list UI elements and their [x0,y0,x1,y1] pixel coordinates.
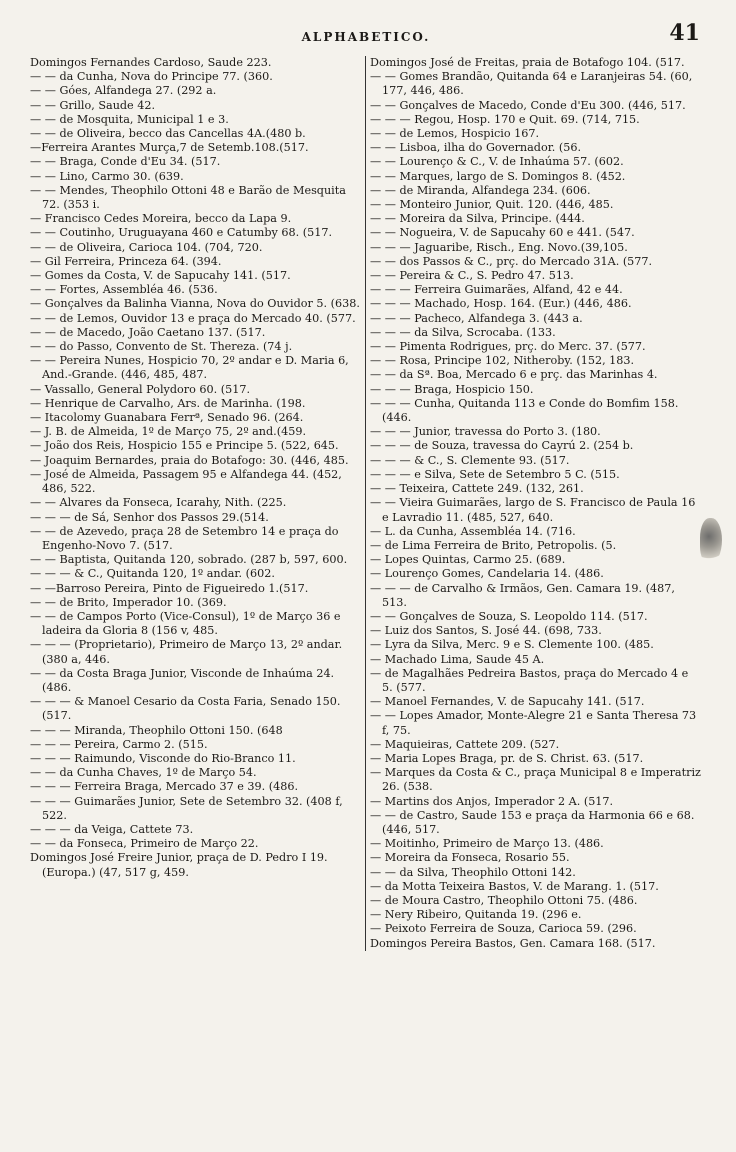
directory-entry: — João dos Reis, Hospicio 155 e Principe 5. (522, 645. [30,439,339,453]
directory-entry: — Itacolomy Guanabara Ferrª, Senado 96. (264. [30,411,304,425]
directory-entry: — Peixoto Ferreira de Souza, Carioca 59. (296. [370,922,637,936]
directory-entry: — — Braga, Conde d'Eu 34. (517. [30,155,221,169]
directory-entry: — — de Azevedo, praça 28 de Setembro 14 e praça do Engenho-Novo 7. (517. [30,524,339,552]
directory-entry: — — — de Sá, Senhor dos Passos 29.(514. [30,510,269,524]
directory-entry: — Vassallo, General Polydoro 60. (517. [30,382,251,396]
directory-entry: — — — Cunha, Quitanda 113 e Conde do Bomfim 158. (446. [370,396,679,425]
directory-entry: — Gil Ferreira, Princeza 64. (394. [30,254,222,268]
directory-entry: — — — de Carvalho & Irmãos, Gen. Camara 19. (487, 513. [370,581,675,609]
directory-entry: — — — Machado, Hosp. 164. (Eur.) (446, 486. [370,297,632,311]
directory-entry: — — da Cunha Chaves, 1º de Março 54. [30,766,257,780]
directory-entry: — — — Guimarães Junior, Sete de Setembro 32. (408 f, 522. [30,794,343,822]
directory-entry: —Ferreira Arantes Murça,7 de Setemb.108.(517. [30,141,309,155]
directory-entry: — — Coutinho, Uruguayana 460 e Catumby 68. (517. [30,226,333,240]
directory-entry: — — de Oliveira, Carioca 104. (704, 720. [30,240,263,254]
directory-entry: — — Nogueira, V. de Sapucahy 60 e 441. (547. [370,226,635,240]
directory-entry: — — dos Passos & C., prç. do Mercado 31A. (577. [370,254,653,268]
page-header [30,20,702,56]
directory-entry: — Moreira da Fonseca, Rosario 55. [370,851,570,865]
directory-entry: — Manoel Fernandes, V. de Sapucahy 141. (517. [370,695,645,709]
directory-entry: — — Gonçalves de Souza, S. Leopoldo 114. (517. [370,609,648,623]
directory-entry: — — Vieira Guimarães, largo de S. Francisco de Paula 16 e Lavradio 11. (485, 527, 640. [370,496,696,524]
directory-entry: — — Grillo, Saude 42. [30,98,156,112]
directory-entry: — — Baptista, Quitanda 120, sobrado. (287 b, 597, 600. [30,553,348,567]
directory-entry: — Francisco Cedes Moreira, becco da Lapa 9. [30,212,292,226]
directory-entry: — L. da Cunha, Assembléa 14. (716. [370,524,576,538]
directory-entry: — — — Ferreira Guimarães, Alfand, 42 e 44. [370,283,623,297]
directory-entry: — — — e Silva, Sete de Setembro 5 C. (515. [370,467,620,481]
directory-entry: — — — Regou, Hosp. 170 e Quit. 69. (714, 715. [370,112,640,126]
directory-entry: — — de Lemos, Hospicio 167. [370,127,540,141]
directory-entry: — — da Sª. Boa, Mercado 6 e prç. das Marinhas 4. [370,368,658,382]
directory-entry: — — Lourenço & C., V. de Inhaúma 57. (602. [370,155,624,169]
directory-entry: — — Lino, Carmo 30. (639. [30,169,184,183]
directory-entry: — — Lisboa, ilha do Governador. (56. [370,141,582,155]
directory-entry: — — Marques, largo de S. Domingos 8. (452. [370,169,626,183]
directory-entry: — — Lopes Amador, Monte-Alegre 21 e Santa Theresa 73 f, 75. [370,709,697,737]
directory-entry: — — de Brito, Imperador 10. (369. [30,595,227,609]
directory-entry: — Joaquim Bernardes, praia do Botafogo: 30. (446, 485. [30,453,349,467]
directory-entry: — — — Miranda, Theophilo Ottoni 150. (648 [30,723,283,737]
directory-entry: — — Pimenta Rodrigues, prç. do Merc. 37. (577. [370,340,646,354]
directory-entry: — — Gonçalves de Macedo, Conde d'Eu 300. (446, 517. [370,98,686,112]
directory-entry: — Lourenço Gomes, Candelaria 14. (486. [370,567,604,581]
directory-entry: — — — Pereira, Carmo 2. (515. [30,737,208,751]
directory-entry: — — da Silva, Theophilo Ottoni 142. [370,865,576,879]
right-column [366,56,702,951]
directory-entry: — — — & C., S. Clemente 93. (517. [370,453,570,467]
directory-page [30,20,702,1140]
directory-entry: — — da Fonseca, Primeiro de Março 22. [30,837,259,851]
directory-entry: Domingos Pereira Bastos, Gen. Camara 168. (517. [370,936,656,950]
directory-entry: — — de Oliveira, becco das Cancellas 4A.(480 b. [30,127,306,141]
directory-entry: — — — Pacheco, Alfandega 3. (443 a. [370,311,583,325]
directory-entry: — — da Cunha, Nova do Principe 77. (360. [30,70,273,84]
directory-entry: — Gonçalves da Balinha Vianna, Nova do Ouvidor 5. (638. [30,297,360,311]
directory-entry: — — de Miranda, Alfandega 234. (606. [370,183,591,197]
directory-entry: — — Alvares da Fonseca, Icarahy, Nith. (225. [30,496,287,510]
running-title: ALPHABETICO. [301,30,431,44]
directory-entry: — Nery Ribeiro, Quitanda 19. (296 e. [370,908,582,922]
directory-entry: — de Moura Castro, Theophilo Ottoni 75. (486. [370,893,638,907]
directory-entry: Domingos Fernandes Cardoso, Saude 223. [30,56,272,69]
directory-entry: — — — Jaguaribe, Risch., Eng. Novo.(39,105. [370,240,628,254]
directory-entry: — — Góes, Alfandega 27. (292 a. [30,84,217,98]
paper-stain [700,518,722,564]
directory-entry: — da Motta Teixeira Bastos, V. de Marang. 1. (517. [370,879,659,893]
directory-entry: — — Teixeira, Cattete 249. (132, 261. [370,482,584,496]
page-number: 41 [669,20,700,46]
directory-entry: — Lyra da Silva, Merc. 9 e S. Clemente 100. (485. [370,638,654,652]
directory-entry: — — — da Veiga, Cattete 73. [30,822,194,836]
directory-entry: — Moitinho, Primeiro de Março 13. (486. [370,837,604,851]
directory-entry: — — — & C., Quitanda 120, 1º andar. (602. [30,567,275,581]
directory-entry: — Martins dos Anjos, Imperador 2 A. (517. [370,794,614,808]
columns [30,56,702,951]
directory-entry: — Marques da Costa & C., praça Municipal 8 e Imperatriz 26. (538. [370,766,701,794]
directory-entry: — — do Passo, Convento de St. Thereza. (74 j. [30,340,293,354]
directory-entry: — — — Junior, travessa do Porto 3. (180. [370,425,601,439]
directory-entry: — — Pereira & C., S. Pedro 47. 513. [370,269,574,283]
directory-entry: — — — Braga, Hospicio 150. [370,382,534,396]
directory-entry: — Maria Lopes Braga, pr. de S. Christ. 63. (517. [370,751,644,765]
directory-entry: — — de Lemos, Ouvidor 13 e praça do Mercado 40. (577. [30,311,356,325]
directory-entry: — Gomes da Costa, V. de Sapucahy 141. (517. [30,269,291,283]
directory-entry: — — Moreira da Silva, Principe. (444. [370,212,585,226]
directory-entry: — — Fortes, Assembléa 46. (536. [30,283,218,297]
directory-entry: — — — (Proprietario), Primeiro de Março 13, 2º andar. (380 a, 446. [30,638,343,666]
directory-entry: — — da Costa Braga Junior, Visconde de Inhaúma 24. (486. [30,666,335,694]
directory-entry: — — de Castro, Saude 153 e praça da Harmonia 66 e 68. (446, 517. [370,808,695,836]
directory-entry: — — — Raimundo, Visconde do Rio-Branco 11. [30,751,296,765]
directory-entry: — —Barroso Pereira, Pinto de Figueiredo 1.(517. [30,581,309,595]
directory-entry: — de Lima Ferreira de Brito, Petropolis. (5. [370,538,617,552]
directory-entry: — — de Mosquita, Municipal 1 e 3. [30,112,229,126]
directory-entry: — J. B. de Almeida, 1º de Março 75, 2º and.(459. [30,425,307,439]
directory-entry: — — Mendes, Theophilo Ottoni 48 e Barão de Mesquita 72. (353 i. [30,183,346,212]
directory-entry: — — — de Souza, travessa do Cayrú 2. (254 b. [370,439,634,453]
directory-entry: — — Pereira Nunes, Hospicio 70, 2º andar e D. Maria 6, And.-Grande. (446, 485, 487. [30,354,349,382]
directory-entry: — — de Campos Porto (Vice-Consul), 1º de Março 36 e ladeira da Gloria 8 (156 v, 485. [30,609,341,638]
directory-entry: — José de Almeida, Passagem 95 e Alfandega 44. (452, 486, 522. [30,467,342,496]
directory-entry: — — Rosa, Principe 102, Nitheroby. (152, 183. [370,354,635,368]
directory-entry: — — Gomes Brandão, Quitanda 64 e Laranjeiras 54. (60, 177, 446, 486. [370,70,693,98]
directory-entry: Domingos José Freire Junior, praça de D. Pedro I 19. (Europa.) (47, 517 g, 459. [30,851,328,879]
directory-entry: — — de Macedo, João Caetano 137. (517. [30,325,266,339]
directory-entry: — — — & Manoel Cesario da Costa Faria, Senado 150. (517. [30,695,341,723]
left-column [30,56,366,951]
directory-entry: — — Monteiro Junior, Quit. 120. (446, 485. [370,198,614,212]
directory-entry: — Machado Lima, Saude 45 A. [370,652,545,666]
directory-entry: — Maquieiras, Cattete 209. (527. [370,737,560,751]
directory-entry: — Henrique de Carvalho, Ars. de Marinha. (198. [30,396,306,410]
directory-entry: — Luiz dos Santos, S. José 44. (698, 733. [370,624,602,638]
directory-entry: — — — da Silva, Scrocaba. (133. [370,325,556,339]
directory-entry: — — — Ferreira Braga, Mercado 37 e 39. (486. [30,780,299,794]
directory-entry: — de Magalhães Pedreira Bastos, praça do Mercado 4 e 5. (577. [370,666,689,694]
directory-entry: — Lopes Quintas, Carmo 25. (689. [370,553,566,567]
directory-entry: Domingos José de Freitas, praia de Botafogo 104. (517. [370,56,685,69]
